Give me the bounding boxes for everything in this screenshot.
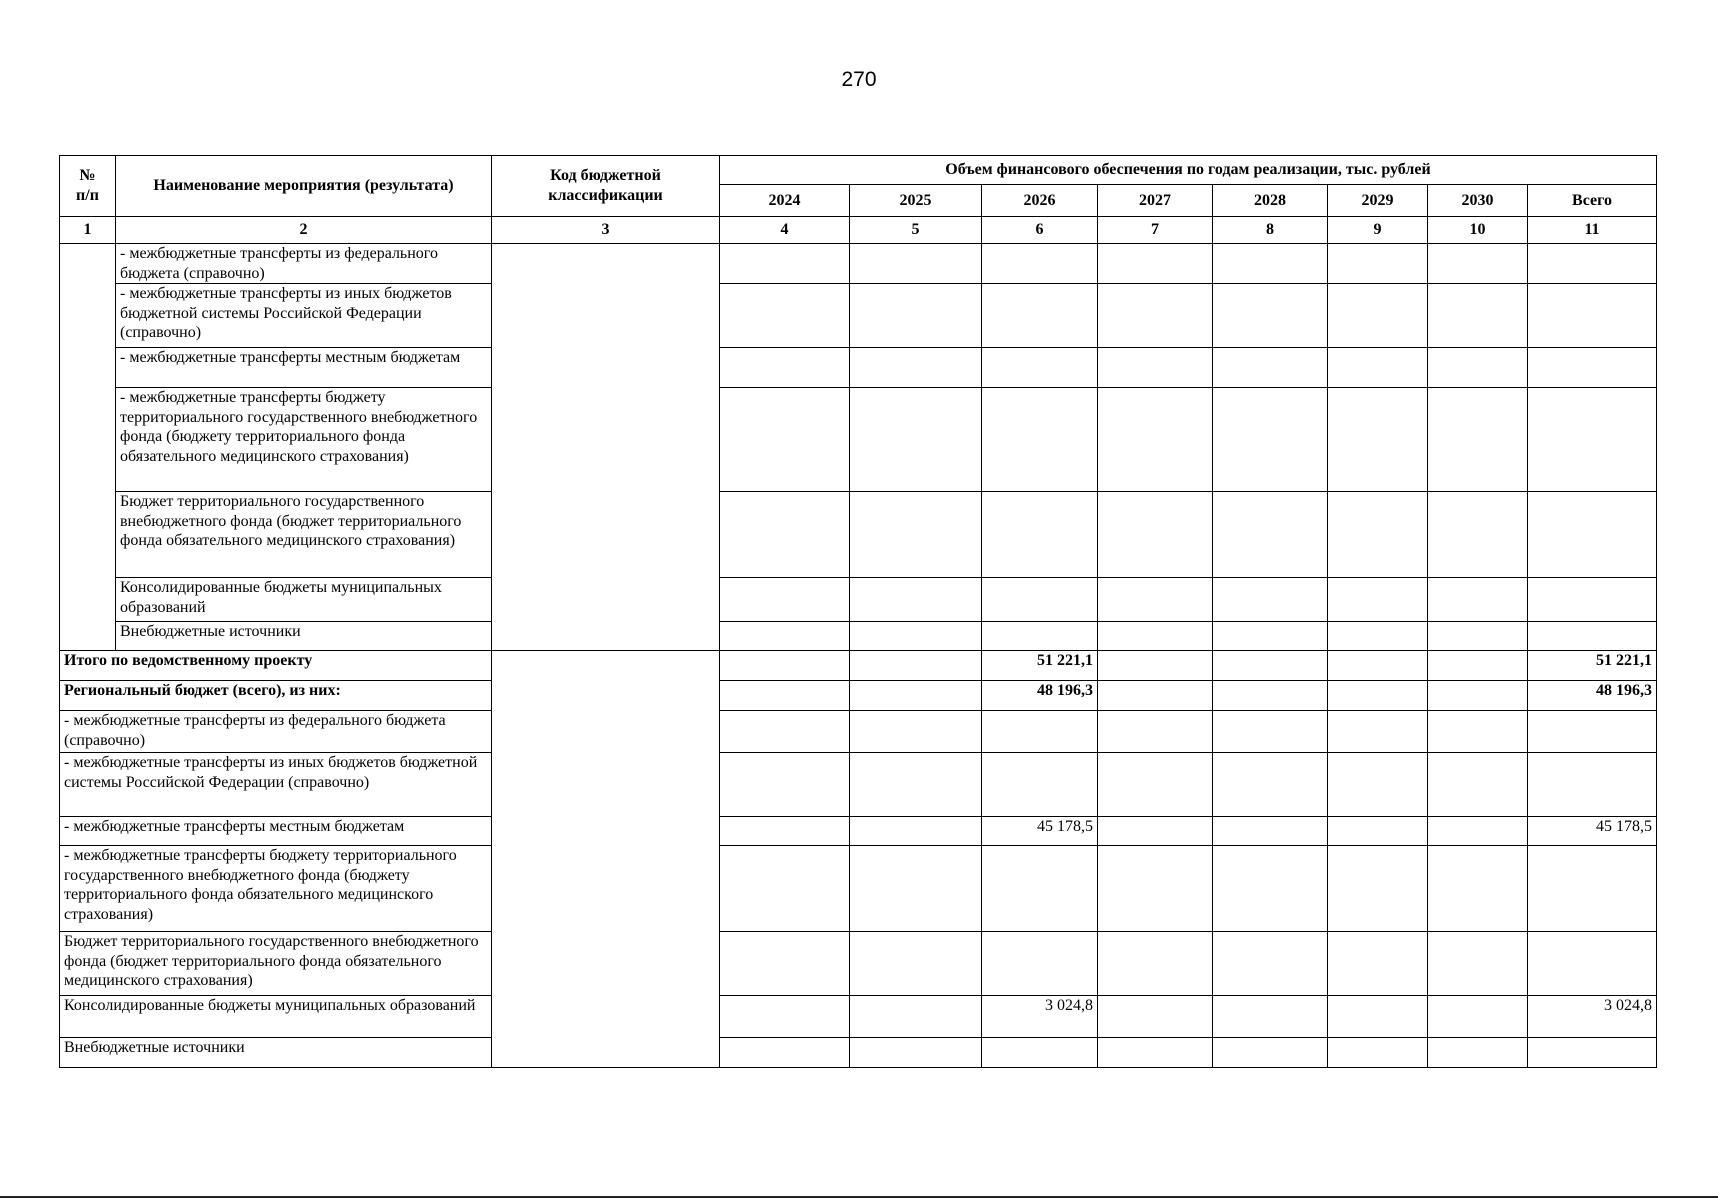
- header-name: Наименование мероприятия (результата): [116, 156, 492, 217]
- row-name: Внебюджетные источники: [60, 1038, 492, 1068]
- group2-body: [60, 651, 1657, 1068]
- value-cell: [982, 388, 1098, 492]
- value-cell: [1528, 388, 1657, 492]
- value-cell: [1098, 578, 1213, 622]
- row-name: Консолидированные бюджеты муниципальных образований: [116, 578, 492, 622]
- value-cell: [1428, 492, 1528, 578]
- column-number: 11: [1528, 217, 1657, 244]
- value-cell: [720, 1038, 850, 1068]
- column-numbers-row: [60, 217, 1657, 244]
- value-cell: [1328, 348, 1428, 388]
- value-cell: 3 024,8: [1528, 996, 1657, 1038]
- value-cell: [720, 651, 850, 681]
- value-cell: [1098, 622, 1213, 651]
- table-row: [60, 681, 1657, 711]
- value-cell: [1098, 711, 1213, 753]
- value-cell: [1428, 932, 1528, 996]
- budget-table: [59, 155, 1657, 1068]
- value-cell: [1213, 753, 1328, 817]
- value-cell: [1098, 388, 1213, 492]
- column-number: 4: [720, 217, 850, 244]
- value-cell: [720, 578, 850, 622]
- value-cell: [1528, 348, 1657, 388]
- value-cell: [1428, 388, 1528, 492]
- value-cell: [720, 622, 850, 651]
- row-name: - межбюджетные трансферты местным бюджетам: [116, 348, 492, 388]
- value-cell: [982, 348, 1098, 388]
- value-cell: 3 024,8: [982, 996, 1098, 1038]
- value-cell: [1528, 711, 1657, 753]
- value-cell: [1528, 932, 1657, 996]
- column-number: 3: [492, 217, 720, 244]
- header-year: 2028: [1213, 185, 1328, 217]
- table-row: [60, 388, 1657, 492]
- table-row: [60, 846, 1657, 932]
- value-cell: [1213, 932, 1328, 996]
- value-cell: [850, 817, 982, 846]
- value-cell: [720, 711, 850, 753]
- value-cell: [1528, 1038, 1657, 1068]
- column-number: 5: [850, 217, 982, 244]
- value-cell: [1328, 711, 1428, 753]
- value-cell: [1098, 284, 1213, 348]
- value-cell: [1328, 846, 1428, 932]
- value-cell: [850, 932, 982, 996]
- value-cell: [850, 622, 982, 651]
- value-cell: [1428, 846, 1528, 932]
- value-cell: [982, 932, 1098, 996]
- value-cell: [1328, 284, 1428, 348]
- value-cell: [982, 846, 1098, 932]
- table-row: [60, 578, 1657, 622]
- column-number: 1: [60, 217, 116, 244]
- row-name: Внебюджетные источники: [116, 622, 492, 651]
- value-cell: [1328, 651, 1428, 681]
- value-cell: [850, 846, 982, 932]
- value-cell: [1428, 753, 1528, 817]
- column-number: 6: [982, 217, 1098, 244]
- value-cell: [1098, 932, 1213, 996]
- value-cell: [1213, 622, 1328, 651]
- table-row: [60, 753, 1657, 817]
- value-cell: [850, 753, 982, 817]
- value-cell: [850, 244, 982, 284]
- value-cell: [720, 284, 850, 348]
- value-cell: [720, 348, 850, 388]
- value-cell: [1098, 492, 1213, 578]
- value-cell: [982, 244, 1098, 284]
- value-cell: [1328, 578, 1428, 622]
- value-cell: [982, 753, 1098, 817]
- column-number: 10: [1428, 217, 1528, 244]
- row-name: Бюджет территориального государственного внебюджетного фонда (бюджет территориального фонда обязательного медицинского страхования): [116, 492, 492, 578]
- value-cell: [1428, 711, 1528, 753]
- value-cell: [850, 348, 982, 388]
- value-cell: [1528, 578, 1657, 622]
- value-cell: [1328, 753, 1428, 817]
- value-cell: [1428, 651, 1528, 681]
- row-name: - межбюджетные трансферты бюджету территориального государственного внебюджетного фонда (бюджету территориального фонда обязательного медицинского страхования): [60, 846, 492, 932]
- row-name: Итого по ведомственному проекту: [60, 651, 492, 681]
- row-name: - межбюджетные трансферты местным бюджетам: [60, 817, 492, 846]
- column-number: 9: [1328, 217, 1428, 244]
- row-name: - межбюджетные трансферты из федерального бюджета (справочно): [60, 711, 492, 753]
- value-cell: [1428, 622, 1528, 651]
- value-cell: [1213, 651, 1328, 681]
- header-volume: Объем финансового обеспечения по годам реализации, тыс. рублей: [720, 156, 1657, 185]
- row-name: - межбюджетные трансферты бюджету территориального государственного внебюджетного фонда (бюджету территориального фонда обязательного медицинского страхования): [116, 388, 492, 492]
- row-name: - межбюджетные трансферты из федерального бюджета (справочно): [116, 244, 492, 284]
- value-cell: [1213, 284, 1328, 348]
- value-cell: [1428, 817, 1528, 846]
- value-cell: [850, 284, 982, 348]
- column-number: 8: [1213, 217, 1328, 244]
- table-row: [60, 284, 1657, 348]
- header-no: № п/п: [60, 156, 116, 217]
- row-name: Консолидированные бюджеты муниципальных образований: [60, 996, 492, 1038]
- value-cell: [1328, 244, 1428, 284]
- value-cell: [1328, 1038, 1428, 1068]
- value-cell: [982, 622, 1098, 651]
- value-cell: [720, 244, 850, 284]
- page-number: 270: [841, 68, 877, 91]
- row-name: - межбюджетные трансферты из иных бюджетов бюджетной системы Российской Федерации (справочно): [60, 753, 492, 817]
- bottom-rule: [0, 1196, 1718, 1198]
- value-cell: [720, 932, 850, 996]
- value-cell: [1428, 284, 1528, 348]
- value-cell: [720, 492, 850, 578]
- value-cell: [1528, 492, 1657, 578]
- value-cell: 48 196,3: [1528, 681, 1657, 711]
- row-name: Бюджет территориального государственного внебюджетного фонда (бюджет территориального фонда обязательного медицинского страхования): [60, 932, 492, 996]
- value-cell: [1098, 348, 1213, 388]
- table-row: [60, 651, 1657, 681]
- value-cell: [982, 492, 1098, 578]
- value-cell: [1428, 244, 1528, 284]
- value-cell: [720, 996, 850, 1038]
- group1-body: [60, 244, 1657, 651]
- value-cell: [1098, 996, 1213, 1038]
- value-cell: [1528, 846, 1657, 932]
- value-cell: [720, 753, 850, 817]
- header-year: 2026: [982, 185, 1098, 217]
- value-cell: [1213, 846, 1328, 932]
- value-cell: [982, 578, 1098, 622]
- budget-code-cell: [492, 244, 720, 651]
- value-cell: [850, 681, 982, 711]
- value-cell: [1328, 817, 1428, 846]
- header-year: 2030: [1428, 185, 1528, 217]
- budget-code-cell: [492, 651, 720, 1068]
- value-cell: [1213, 1038, 1328, 1068]
- value-cell: [1428, 578, 1528, 622]
- table-row: [60, 492, 1657, 578]
- value-cell: [850, 996, 982, 1038]
- value-cell: [1098, 681, 1213, 711]
- value-cell: [1328, 996, 1428, 1038]
- row-name: Региональный бюджет (всего), из них:: [60, 681, 492, 711]
- value-cell: [1213, 578, 1328, 622]
- value-cell: [1213, 996, 1328, 1038]
- value-cell: [850, 1038, 982, 1068]
- value-cell: [1098, 651, 1213, 681]
- value-cell: 51 221,1: [1528, 651, 1657, 681]
- value-cell: [850, 578, 982, 622]
- value-cell: [1213, 244, 1328, 284]
- value-cell: [1528, 753, 1657, 817]
- table-row: [60, 817, 1657, 846]
- value-cell: [1328, 388, 1428, 492]
- value-cell: [720, 681, 850, 711]
- row-name: - межбюджетные трансферты из иных бюджетов бюджетной системы Российской Федерации (справочно): [116, 284, 492, 348]
- table-row: [60, 711, 1657, 753]
- header-row: [60, 156, 1657, 185]
- value-cell: [1328, 681, 1428, 711]
- value-cell: [720, 817, 850, 846]
- value-cell: [1528, 284, 1657, 348]
- value-cell: [1428, 1038, 1528, 1068]
- value-cell: [1098, 753, 1213, 817]
- value-cell: [1428, 681, 1528, 711]
- value-cell: [1528, 622, 1657, 651]
- value-cell: [850, 388, 982, 492]
- value-cell: 45 178,5: [1528, 817, 1657, 846]
- value-cell: [720, 388, 850, 492]
- header-year: 2024: [720, 185, 850, 217]
- table-row: [60, 622, 1657, 651]
- value-cell: [1428, 996, 1528, 1038]
- value-cell: [1328, 622, 1428, 651]
- value-cell: [850, 711, 982, 753]
- value-cell: 51 221,1: [982, 651, 1098, 681]
- header-year: 2025: [850, 185, 982, 217]
- value-cell: [850, 651, 982, 681]
- value-cell: [1428, 348, 1528, 388]
- header-year: 2029: [1328, 185, 1428, 217]
- header-total: Всего: [1528, 185, 1657, 217]
- value-cell: [982, 1038, 1098, 1068]
- value-cell: [1098, 244, 1213, 284]
- value-cell: [1213, 388, 1328, 492]
- column-number: 7: [1098, 217, 1213, 244]
- value-cell: [1098, 846, 1213, 932]
- row-number-cell: [60, 244, 116, 651]
- value-cell: [1213, 817, 1328, 846]
- table-row: [60, 996, 1657, 1038]
- value-cell: [1098, 817, 1213, 846]
- value-cell: 45 178,5: [982, 817, 1098, 846]
- value-cell: [1528, 244, 1657, 284]
- value-cell: 48 196,3: [982, 681, 1098, 711]
- table-row: [60, 1038, 1657, 1068]
- column-number: 2: [116, 217, 492, 244]
- table-row: [60, 932, 1657, 996]
- header-year: 2027: [1098, 185, 1213, 217]
- value-cell: [720, 846, 850, 932]
- value-cell: [982, 284, 1098, 348]
- value-cell: [1213, 681, 1328, 711]
- header-code: Код бюджетной классификации: [492, 156, 720, 217]
- value-cell: [1328, 932, 1428, 996]
- value-cell: [1213, 348, 1328, 388]
- table-row: [60, 348, 1657, 388]
- value-cell: [982, 711, 1098, 753]
- value-cell: [1213, 711, 1328, 753]
- value-cell: [1098, 1038, 1213, 1068]
- value-cell: [1213, 492, 1328, 578]
- table-row: [60, 244, 1657, 284]
- value-cell: [1328, 492, 1428, 578]
- value-cell: [850, 492, 982, 578]
